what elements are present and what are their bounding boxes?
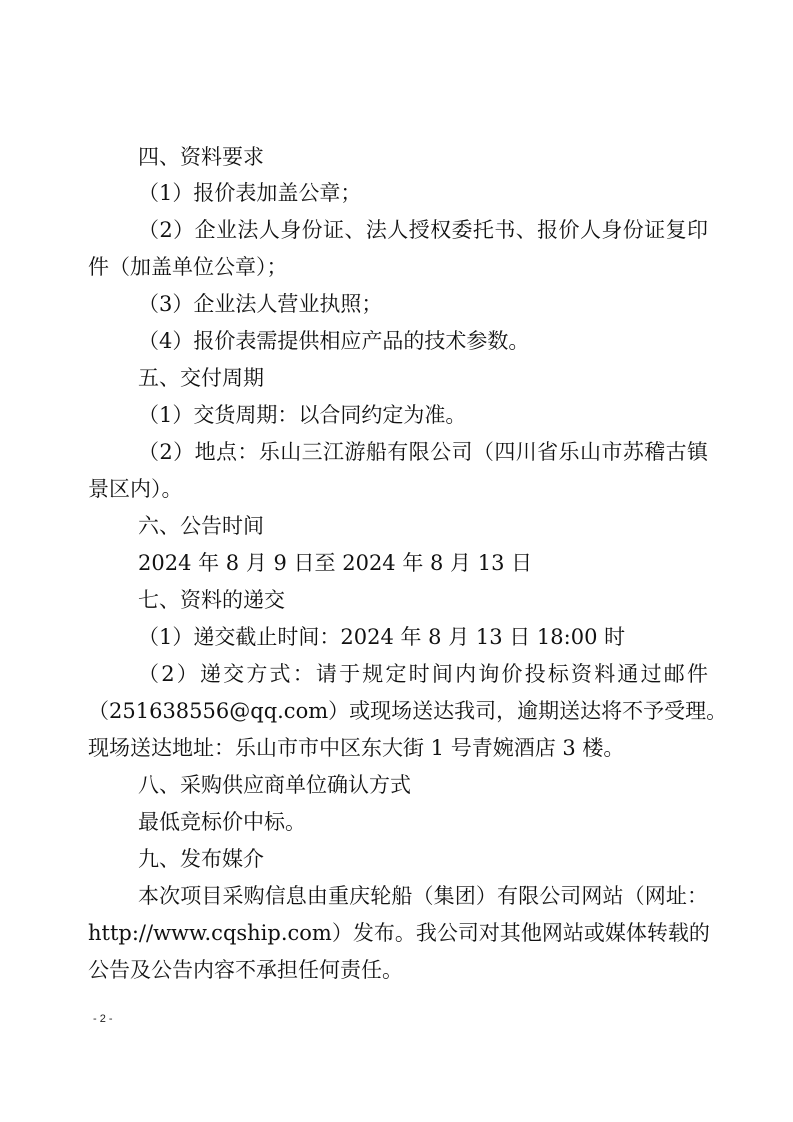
paragraph-line: （3）企业法人营业执照； <box>138 292 383 316</box>
paragraph-line: 件（加盖单位公章）； <box>88 255 288 279</box>
section-heading-6: 六、公告时间 <box>138 514 264 538</box>
paragraph-line: （1）报价表加盖公章； <box>138 181 362 205</box>
paragraph-line: http://www.cqship.com）发布。我公司对其他网站或媒体转载的 <box>88 921 710 945</box>
paragraph-line: 最低竞标价中标。 <box>138 810 306 834</box>
paragraph-line: 本次项目采购信息由重庆轮船（集团）有限公司网站（网址： <box>138 884 708 908</box>
paragraph-line: （4）报价表需提供相应产品的技术参数。 <box>138 329 530 353</box>
paragraph-line: （1）递交截止时间：2024 年 8 月 13 日 18:00 时 <box>138 625 626 649</box>
page-number: - 2 - <box>93 1013 113 1025</box>
section-heading-9: 九、发布媒介 <box>138 847 264 871</box>
section-heading-8: 八、采购供应商单位确认方式 <box>138 773 411 797</box>
paragraph-line: 现场送达地址：乐山市市中区东大街 1 号青婉酒店 3 楼。 <box>88 736 625 760</box>
paragraph-line: （2）企业法人身份证、法人授权委托书、报价人身份证复印 <box>138 218 708 242</box>
paragraph-line: （2）递交方式：请于规定时间内询价投标资料通过邮件 <box>138 662 708 686</box>
section-heading-5: 五、交付周期 <box>138 366 264 390</box>
paragraph-line: 公告及公告内容不承担任何责任。 <box>88 958 403 982</box>
paragraph-line: （1）交货周期：以合同约定为准。 <box>138 403 467 427</box>
paragraph-line: （251638556@qq.com）或现场送达我司，逾期送达将不予受理。 <box>88 699 728 723</box>
paragraph-line: 2024 年 8 月 9 日至 2024 年 8 月 13 日 <box>138 551 533 575</box>
paragraph-line: 景区内）。 <box>88 477 183 501</box>
paragraph-line: （2）地点：乐山三江游船有限公司（四川省乐山市苏稽古镇 <box>138 440 708 464</box>
section-heading-4: 四、资料要求 <box>138 145 264 169</box>
section-heading-7: 七、资料的递交 <box>138 588 285 612</box>
